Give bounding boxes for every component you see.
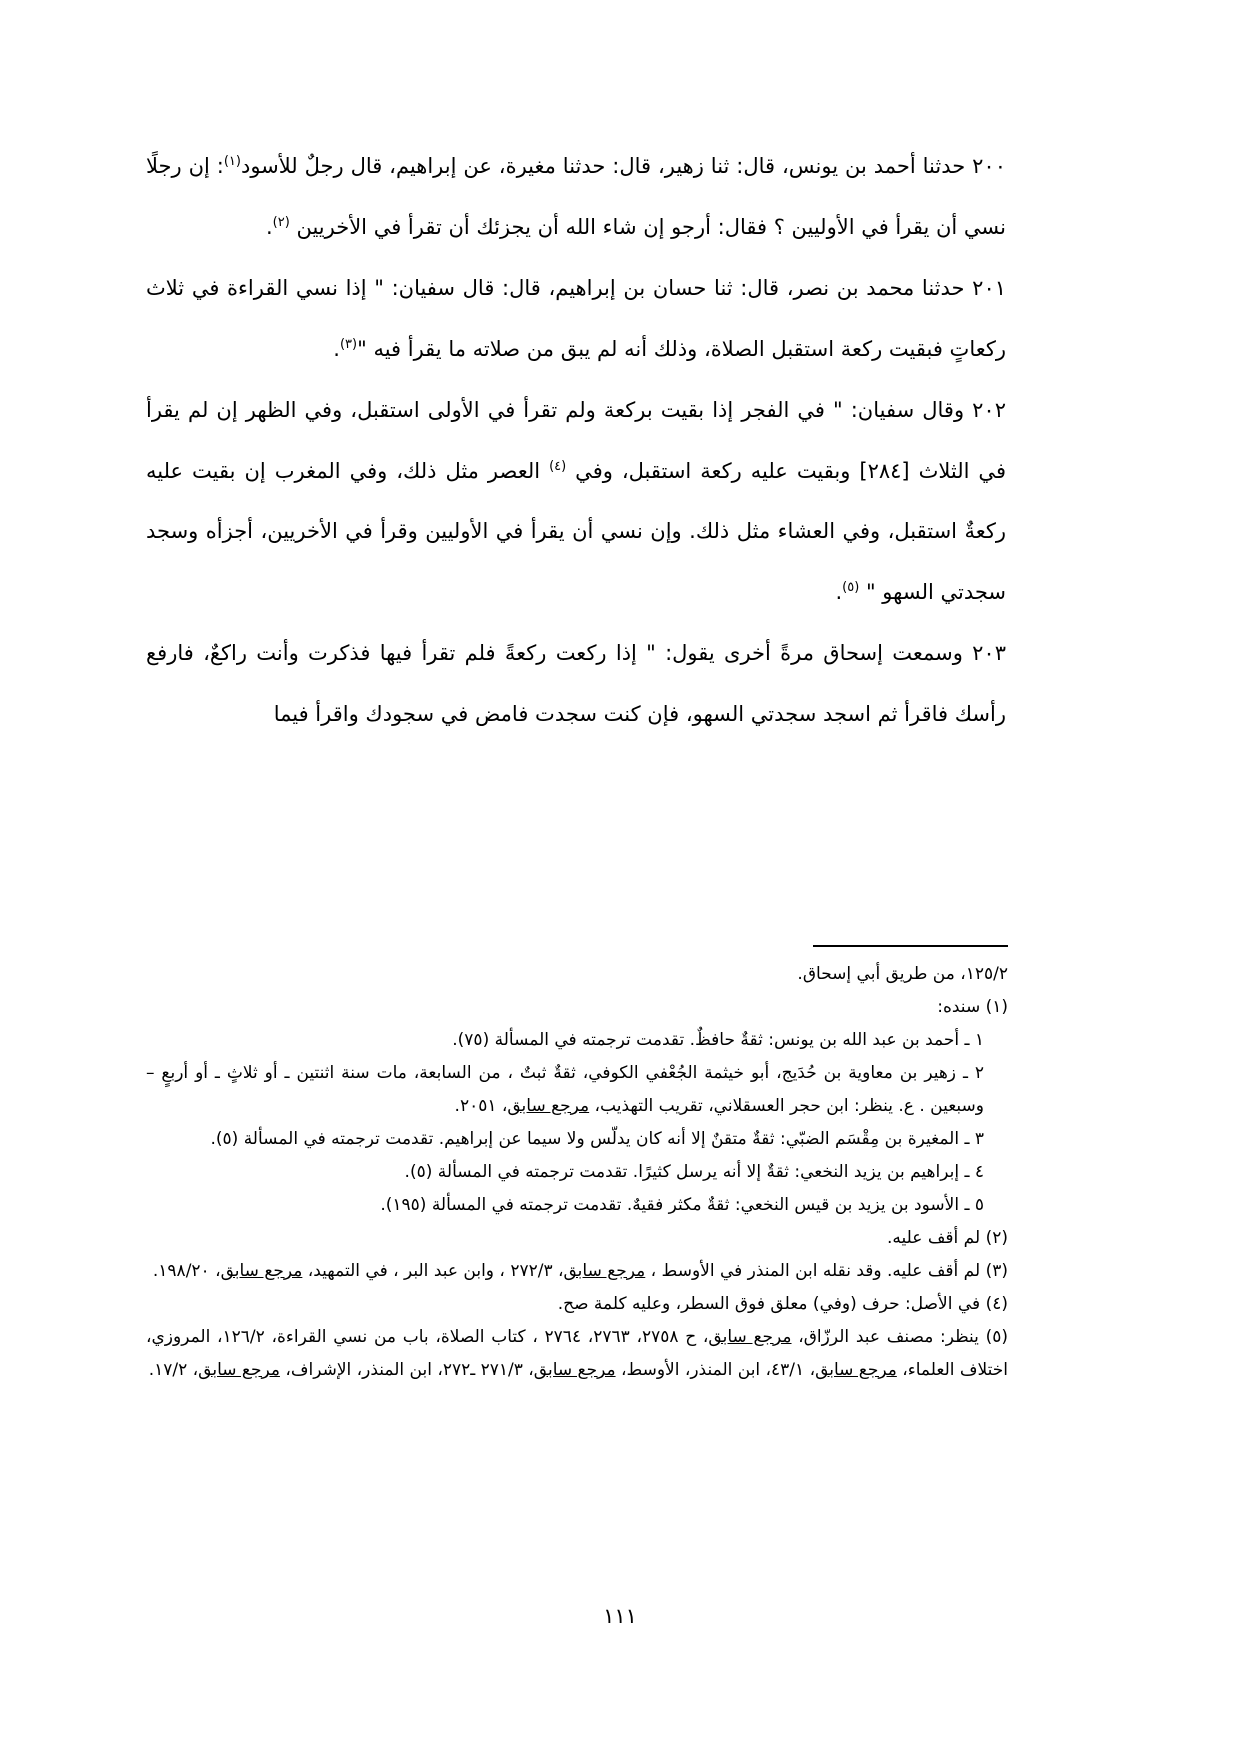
p201-line-2: ثلاث ركعاتٍ فبقيت ركعة استقبل الصلاة، وذلك أنه لم يبق من صلاته ما يقرأ فيه " — [146, 276, 1006, 361]
footnote-continuation: ١٢٥/٢، من طريق أبي إسحاق. — [797, 964, 1008, 984]
paragraph-201: ٢٠١ حدثنا محمد بن نصر، قال: ثنا حسان بن إبراهيم، قال: قال سفيان: " إذا نسي القراءة في ثلاث ركعاتٍ فبقيت ركعة استقبل الصلاة، وذلك أنه لم يبق من صلاته ما يقرأ فيه "$^{(٣)}$. — [146, 276, 1007, 361]
p202-line-4: الأخريين، أجزأه وسجد سجدتي السهو " — [146, 519, 1006, 604]
reference-link: مرجع سابق — [198, 1360, 280, 1380]
footnote-3-text: (٣) لم أقف عليه. وقد نقله ابن المنذر في الأوسط ، — [645, 1261, 1008, 1281]
p203-line-1: ٢٠٣ وسمعت إسحاق مرةً أخرى يقول: " إذا ركعت ركعةً فلم تقرأ فيها فذكرت وأنت راكعٌ، — [203, 641, 1006, 665]
footnote-5-text: (٥) ينظر: مصنف عبد الرزّاق، — [791, 1327, 1009, 1347]
narrator-2-line-1: ٢ ـ زهير بن معاوية بن حُدَيج، أبو خيثمة الجُعْفي الكوفي، ثقةٌ ثبتٌ ، من السابعة، مات سنة اثنتين ـ أو ثلاثٍ — [226, 1063, 985, 1083]
footnote-5-line-2-mid: ، ٤٣/١، ابن المنذر، الأوسط، — [615, 1360, 816, 1380]
reference-link: مرجع سابق — [507, 1096, 590, 1116]
page-number: ١١١ — [603, 1604, 637, 1628]
p202-line-2b: العصر مثل ذلك، وفي المغرب إن — [244, 458, 550, 483]
p200-line-3: الأخريين — [289, 214, 368, 239]
narrator-2-line-2: ـ أو أربعٍ – وسبعين . ع. ينظر: ابن حجر العسقلاني، تقريب التهذيب، — [146, 1063, 984, 1116]
footnote-ref-4: (٤) — [549, 458, 567, 474]
p201-line-1: ٢٠١ حدثنا محمد بن نصر، قال: ثنا حسان بن إبراهيم، قال: قال سفيان: " إذا نسي القراءة في — [191, 276, 1007, 300]
footnote-5-text-end: ، ح ٢٧٥٨، ٢٧٦٣، ٢٧٦٤ ، كتاب الصلاة، باب من نسي — [333, 1327, 709, 1347]
footnote-1-narrator-5: ٥ ـ الأسود بن يزيد بن قيس النخعي: ثقةٌ مكثر فقيهٌ. تقدمت ترجمته في المسألة (١٩٥). — [380, 1195, 984, 1215]
p203-line-2: فارفع رأسك فاقرأ ثم اسجد سجدتي السهو، فإن كنت سجدت فامض في سجودك واقرأ فيما — [146, 641, 1006, 726]
main-text — [146, 136, 1006, 745]
p202-line-2a: يقرأ في الثلاث [٢٨٤] وبقيت عليه ركعة استقبل، وفي — [146, 398, 1006, 483]
reference-link: مرجع سابق — [708, 1327, 792, 1347]
footnote-5 — [146, 1321, 1008, 1387]
footnote-3-line-2-end: ، ١٩٨/٢٠. — [152, 1261, 221, 1281]
narrator-2-line-2-end: ، ٢٠٥١. — [454, 1096, 508, 1116]
p202-line-1: ٢٠٢ وقال سفيان: " في الفجر إذا بقيت بركعة ولم تقرأ في الأولى استقبل، وفي الظهر إن لم — [187, 398, 1006, 422]
footnote-5-line-2: القراءة، ١٢٦/٢، المروزي، اختلاف العلماء، — [146, 1327, 1008, 1380]
footnote-3 — [146, 1255, 1008, 1288]
paragraph-203 — [146, 623, 1006, 744]
footnote-ref-3: (٣) — [339, 336, 358, 352]
p202-line-3: بقيت عليه ركعةٌ استقبل، وفي العشاء مثل ذلك. وإن نسي أن يقرأ في الأوليين وقرأ في — [146, 458, 1006, 543]
footnote-3-text-end: ، ٢٧٢/٣ ، وابن عبد البر ، في التمهيد، — [307, 1261, 564, 1281]
footnote-1-narrator-4: ٤ ـ إبراهيم بن يزيد النخعي: ثقةٌ إلا أنه يرسل كثيرًا. تقدمت ترجمته في المسألة (٥). — [404, 1162, 984, 1182]
reference-link: مرجع سابق — [533, 1360, 616, 1380]
p200-line-1: ٢٠٠ حدثنا أحمد بن يونس، قال: ثنا زهير، قال: حدثنا مغيرة، عن إبراهيم، قال رجلٌ — [304, 154, 1006, 178]
footnote-1-heading: (١) سنده: — [937, 997, 1008, 1017]
footnote-ref-2: (٢) — [272, 214, 290, 230]
footnote-1-narrator-3: ٣ ـ المغيرة بن مِقْسَم الضبّي: ثقةٌ متقنٌ إلا أنه كان يدلّس ولا سيما عن إبراهيم. تقدمت ترجمته في المسألة (٥). — [210, 1129, 984, 1149]
reference-link: مرجع سابق — [220, 1261, 303, 1281]
footnote-ref-5: (٥) — [842, 579, 860, 595]
footnotes — [146, 958, 1008, 1387]
footnote-1-narrator-2 — [146, 1057, 1008, 1123]
reference-link: مرجع سابق — [815, 1360, 897, 1380]
footnote-4: (٤) في الأصل: حرف (وفي) معلق فوق السطر، وعليه كلمة صح. — [557, 1294, 1008, 1314]
paragraph-202: ٢٠٢ وقال سفيان: " في الفجر إذا بقيت بركعة ولم تقرأ في الأولى استقبل، وفي الظهر إن لم يقرأ في الثلاث [٢٨٤] وبقيت عليه ركعة استقبل، وفي $^{(٤)}$ العصر مثل ذلك، وفي المغرب إن بقيت عليه ركعةٌ استقبل، وفي العشاء مثل ذلك. وإن نسي أن يقرأ في الأوليين وقرأ في الأخريين، أجزأه وسجد سجدتي السهو " $^{(٥)}$. — [146, 398, 1006, 604]
paragraph-200: ٢٠٠ حدثنا أحمد بن يونس، قال: ثنا زهير، قال: حدثنا مغيرة، عن إبراهيم، قال رجلٌ للأسود$^{(١)}$: إن رجلًا نسي أن يقرأ في الأوليين ؟ فقال: أرجو إن شاء الله أن يجزئك أن تقرأ في الأخريين $^{(٢)}$. — [146, 154, 1006, 239]
footnote-ref-1: (١) — [223, 154, 241, 169]
footnote-2: (٢) لم أقف عليه. — [887, 1228, 1008, 1248]
footnote-5-line-3: ٢٧١/٣ ـ٢٧٢، ابن المنذر، الإشراف، — [279, 1360, 523, 1380]
footnote-1-narrator-1: ١ ـ أحمد بن عبد الله بن يونس: ثقةٌ حافظٌ. تقدمت ترجمته في المسألة (٧٥). — [452, 1030, 984, 1050]
footnote-5-line-3-end: ، ١٧/٢. — [148, 1360, 199, 1380]
p200-line-2: للأسود — [240, 154, 298, 178]
footnote-separator — [813, 945, 1008, 947]
footnote-5-line-2-end: ، — [528, 1360, 534, 1380]
reference-link: مرجع سابق — [563, 1261, 646, 1281]
p200-line-2b: : إن رجلًا نسي أن يقرأ في الأوليين ؟ فقال: أرجو إن شاء الله أن يجزئك أن تقرأ في — [146, 154, 1006, 239]
